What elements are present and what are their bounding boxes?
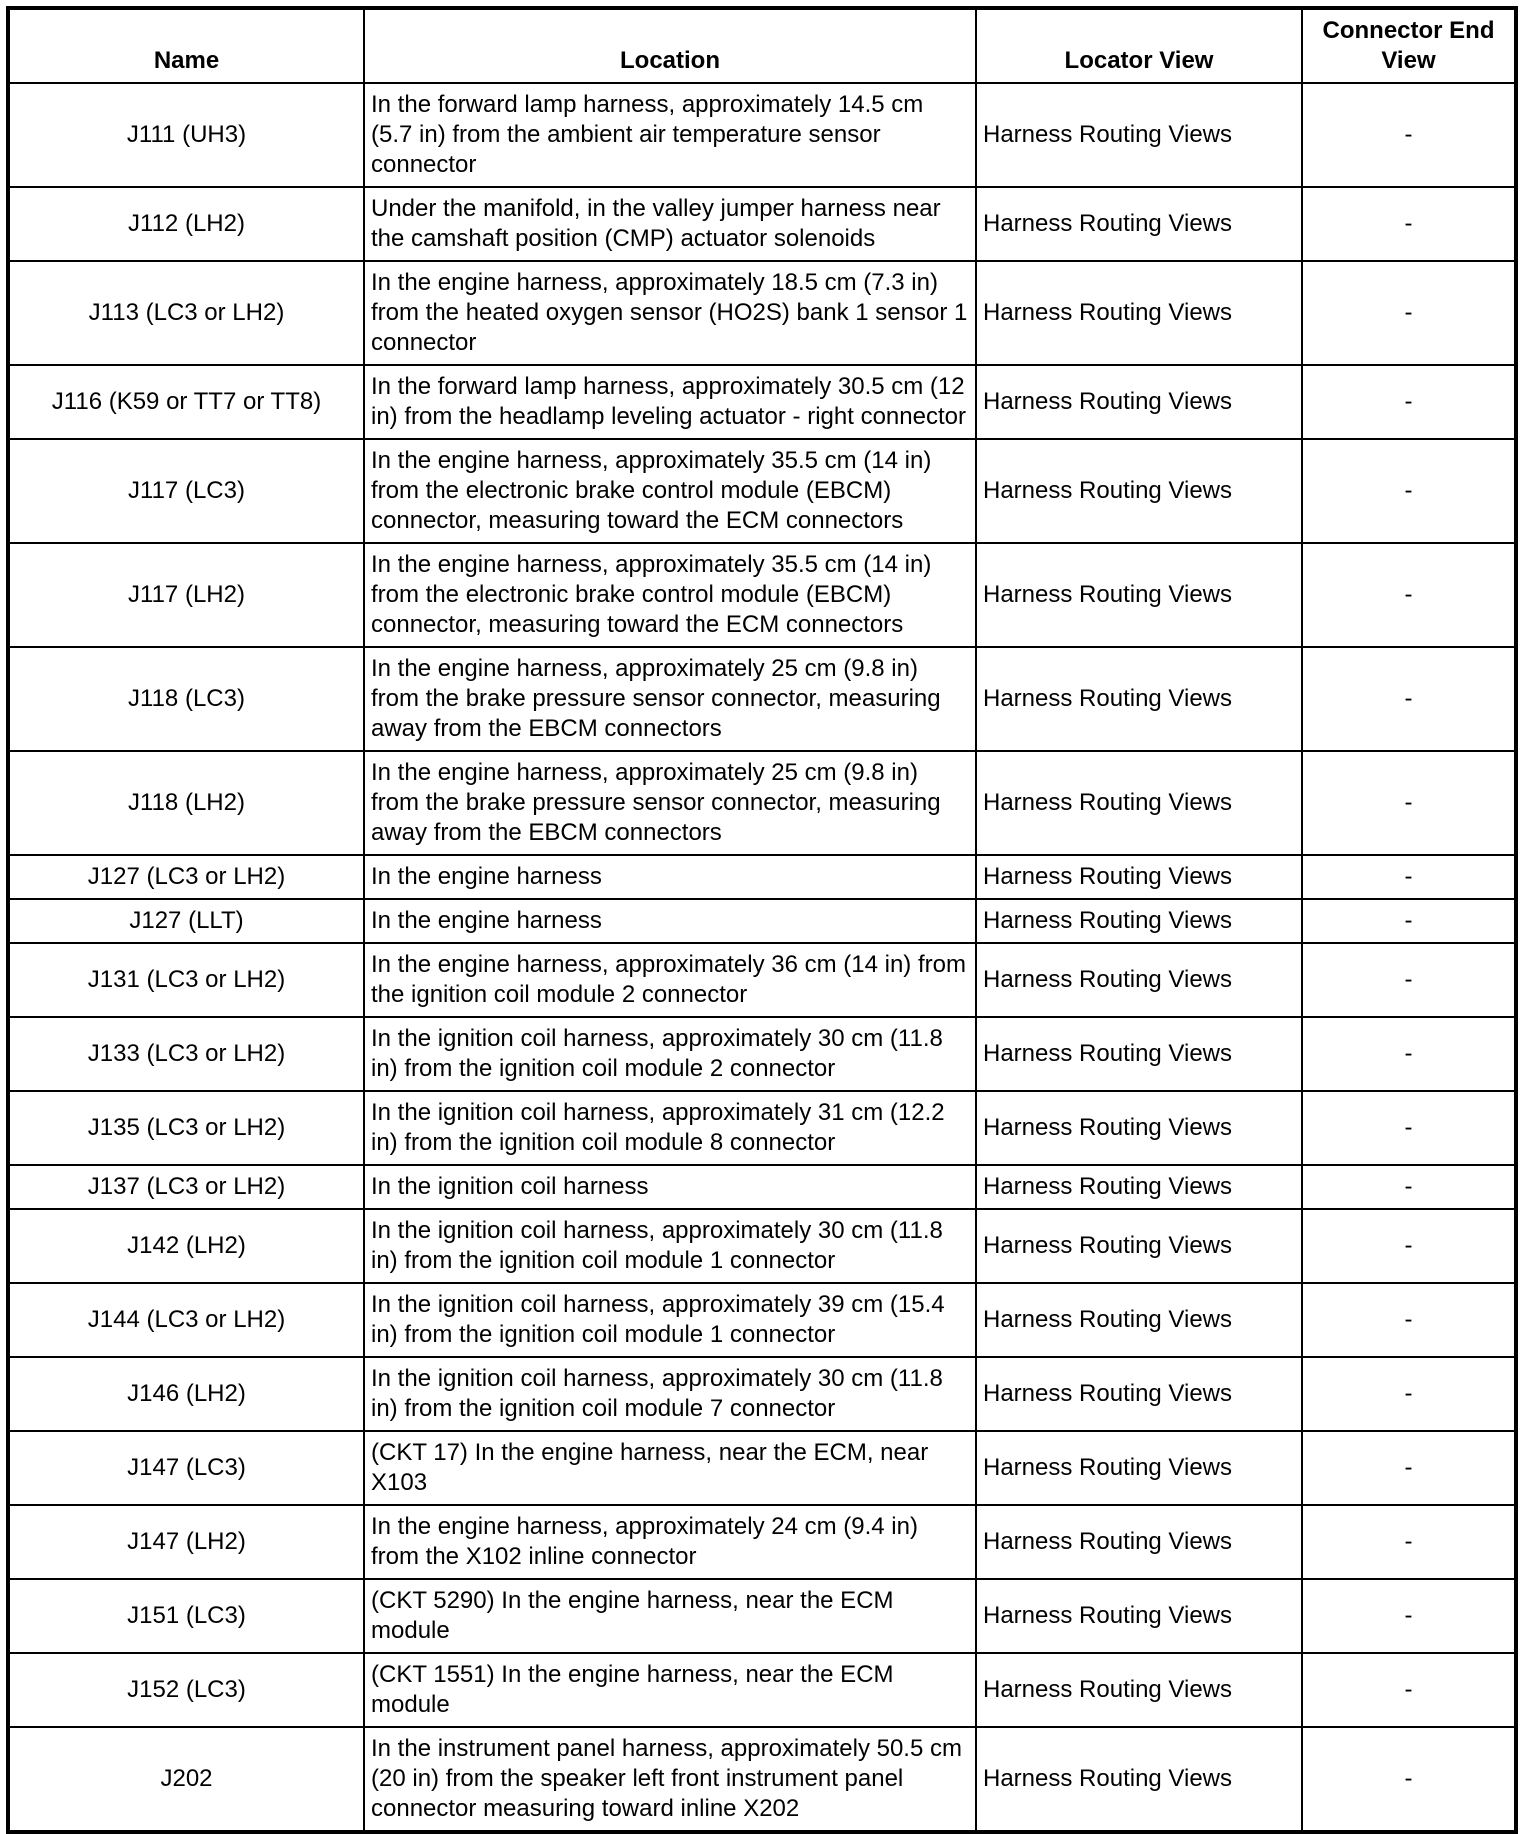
cell-connector-end-view: - <box>1302 1505 1516 1579</box>
table-row <box>8 1091 1516 1165</box>
cell-location: (CKT 5290) In the engine harness, near the ECM module <box>364 1579 976 1653</box>
cell-connector-end-view: - <box>1302 855 1516 899</box>
cell-location: In the instrument panel harness, approximately 50.5 cm (20 in) from the speaker left front instrument panel connector measuring toward inline X202 <box>364 1727 976 1832</box>
cell-connector-end-view: - <box>1302 1283 1516 1357</box>
cell-location: Under the manifold, in the valley jumper harness near the camshaft position (CMP) actuator solenoids <box>364 187 976 261</box>
table-row <box>8 1653 1516 1727</box>
table-row <box>8 899 1516 943</box>
cell-location: In the ignition coil harness, approximately 30 cm (11.8 in) from the ignition coil module 2 connector <box>364 1017 976 1091</box>
cell-locator-view: Harness Routing Views <box>976 1579 1302 1653</box>
cell-connector-end-view: - <box>1302 261 1516 365</box>
cell-name: J116 (K59 or TT7 or TT8) <box>8 365 364 439</box>
table-row <box>8 855 1516 899</box>
table-row <box>8 261 1516 365</box>
cell-locator-view: Harness Routing Views <box>976 1091 1302 1165</box>
cell-connector-end-view: - <box>1302 1431 1516 1505</box>
cell-name: J133 (LC3 or LH2) <box>8 1017 364 1091</box>
cell-locator-view: Harness Routing Views <box>976 1505 1302 1579</box>
cell-locator-view: Harness Routing Views <box>976 1165 1302 1209</box>
cell-location: In the ignition coil harness, approximately 30 cm (11.8 in) from the ignition coil module 7 connector <box>364 1357 976 1431</box>
cell-locator-view: Harness Routing Views <box>976 365 1302 439</box>
table-row <box>8 1165 1516 1209</box>
cell-location: In the engine harness, approximately 24 cm (9.4 in) from the X102 inline connector <box>364 1505 976 1579</box>
table-header-row <box>8 8 1516 83</box>
table-body <box>8 83 1516 1832</box>
table-row <box>8 1357 1516 1431</box>
cell-name: J118 (LC3) <box>8 647 364 751</box>
cell-connector-end-view: - <box>1302 83 1516 187</box>
cell-locator-view: Harness Routing Views <box>976 1209 1302 1283</box>
cell-name: J151 (LC3) <box>8 1579 364 1653</box>
inline-harness-table <box>6 6 1518 1834</box>
cell-location: In the ignition coil harness <box>364 1165 976 1209</box>
table-row <box>8 1017 1516 1091</box>
cell-connector-end-view: - <box>1302 1727 1516 1832</box>
cell-connector-end-view: - <box>1302 943 1516 1017</box>
table-row <box>8 647 1516 751</box>
header-name: Name <box>8 8 364 83</box>
cell-name: J111 (UH3) <box>8 83 364 187</box>
cell-connector-end-view: - <box>1302 1653 1516 1727</box>
table-row <box>8 1579 1516 1653</box>
cell-locator-view: Harness Routing Views <box>976 1283 1302 1357</box>
table-row <box>8 1505 1516 1579</box>
cell-locator-view: Harness Routing Views <box>976 855 1302 899</box>
cell-locator-view: Harness Routing Views <box>976 1017 1302 1091</box>
cell-location: In the engine harness, approximately 18.5 cm (7.3 in) from the heated oxygen sensor (HO2S) bank 1 sensor 1 connector <box>364 261 976 365</box>
cell-locator-view: Harness Routing Views <box>976 1357 1302 1431</box>
cell-name: J117 (LH2) <box>8 543 364 647</box>
cell-location: In the engine harness, approximately 35.5 cm (14 in) from the electronic brake control module (EBCM) connector, measuring toward the ECM connectors <box>364 543 976 647</box>
cell-locator-view: Harness Routing Views <box>976 1727 1302 1832</box>
cell-locator-view: Harness Routing Views <box>976 439 1302 543</box>
table-row <box>8 1283 1516 1357</box>
cell-locator-view: Harness Routing Views <box>976 543 1302 647</box>
table-row <box>8 543 1516 647</box>
cell-locator-view: Harness Routing Views <box>976 1653 1302 1727</box>
cell-name: J112 (LH2) <box>8 187 364 261</box>
cell-location: (CKT 17) In the engine harness, near the ECM, near X103 <box>364 1431 976 1505</box>
cell-name: J144 (LC3 or LH2) <box>8 1283 364 1357</box>
header-connector-end-view: Connector End View <box>1302 8 1516 83</box>
document-page <box>6 6 1514 1834</box>
cell-connector-end-view: - <box>1302 899 1516 943</box>
cell-locator-view: Harness Routing Views <box>976 1431 1302 1505</box>
cell-name: J137 (LC3 or LH2) <box>8 1165 364 1209</box>
cell-name: J142 (LH2) <box>8 1209 364 1283</box>
cell-name: J113 (LC3 or LH2) <box>8 261 364 365</box>
cell-connector-end-view: - <box>1302 543 1516 647</box>
cell-name: J135 (LC3 or LH2) <box>8 1091 364 1165</box>
table-row <box>8 439 1516 543</box>
cell-locator-view: Harness Routing Views <box>976 899 1302 943</box>
header-location: Location <box>364 8 976 83</box>
cell-name: J117 (LC3) <box>8 439 364 543</box>
cell-name: J147 (LC3) <box>8 1431 364 1505</box>
cell-location: In the engine harness <box>364 899 976 943</box>
cell-locator-view: Harness Routing Views <box>976 751 1302 855</box>
cell-location: In the forward lamp harness, approximately 30.5 cm (12 in) from the headlamp leveling actuator - right connector <box>364 365 976 439</box>
cell-connector-end-view: - <box>1302 187 1516 261</box>
cell-connector-end-view: - <box>1302 1017 1516 1091</box>
cell-location: In the engine harness, approximately 25 cm (9.8 in) from the brake pressure sensor connector, measuring away from the EBCM connectors <box>364 647 976 751</box>
cell-locator-view: Harness Routing Views <box>976 943 1302 1017</box>
table-row <box>8 1431 1516 1505</box>
cell-location: (CKT 1551) In the engine harness, near the ECM module <box>364 1653 976 1727</box>
table-row <box>8 943 1516 1017</box>
cell-name: J127 (LLT) <box>8 899 364 943</box>
cell-connector-end-view: - <box>1302 439 1516 543</box>
cell-location: In the engine harness, approximately 35.5 cm (14 in) from the electronic brake control module (EBCM) connector, measuring toward the ECM connectors <box>364 439 976 543</box>
table-row <box>8 1727 1516 1832</box>
table-row <box>8 365 1516 439</box>
cell-location: In the ignition coil harness, approximately 39 cm (15.4 in) from the ignition coil module 1 connector <box>364 1283 976 1357</box>
cell-name: J202 <box>8 1727 364 1832</box>
table-row <box>8 751 1516 855</box>
table-row <box>8 1209 1516 1283</box>
cell-location: In the forward lamp harness, approximately 14.5 cm (5.7 in) from the ambient air temperature sensor connector <box>364 83 976 187</box>
cell-connector-end-view: - <box>1302 1579 1516 1653</box>
cell-locator-view: Harness Routing Views <box>976 83 1302 187</box>
cell-connector-end-view: - <box>1302 1165 1516 1209</box>
cell-location: In the ignition coil harness, approximately 31 cm (12.2 in) from the ignition coil module 8 connector <box>364 1091 976 1165</box>
cell-connector-end-view: - <box>1302 1357 1516 1431</box>
cell-locator-view: Harness Routing Views <box>976 187 1302 261</box>
cell-name: J131 (LC3 or LH2) <box>8 943 364 1017</box>
cell-location: In the engine harness, approximately 36 cm (14 in) from the ignition coil module 2 connector <box>364 943 976 1017</box>
cell-connector-end-view: - <box>1302 751 1516 855</box>
header-locator-view: Locator View <box>976 8 1302 83</box>
cell-connector-end-view: - <box>1302 365 1516 439</box>
cell-locator-view: Harness Routing Views <box>976 647 1302 751</box>
cell-connector-end-view: - <box>1302 647 1516 751</box>
cell-locator-view: Harness Routing Views <box>976 261 1302 365</box>
cell-connector-end-view: - <box>1302 1209 1516 1283</box>
cell-name: J118 (LH2) <box>8 751 364 855</box>
cell-connector-end-view: - <box>1302 1091 1516 1165</box>
cell-location: In the ignition coil harness, approximately 30 cm (11.8 in) from the ignition coil module 1 connector <box>364 1209 976 1283</box>
table-row <box>8 187 1516 261</box>
cell-name: J146 (LH2) <box>8 1357 364 1431</box>
cell-location: In the engine harness, approximately 25 cm (9.8 in) from the brake pressure sensor connector, measuring away from the EBCM connectors <box>364 751 976 855</box>
cell-name: J152 (LC3) <box>8 1653 364 1727</box>
cell-name: J147 (LH2) <box>8 1505 364 1579</box>
table-row <box>8 83 1516 187</box>
cell-location: In the engine harness <box>364 855 976 899</box>
cell-name: J127 (LC3 or LH2) <box>8 855 364 899</box>
